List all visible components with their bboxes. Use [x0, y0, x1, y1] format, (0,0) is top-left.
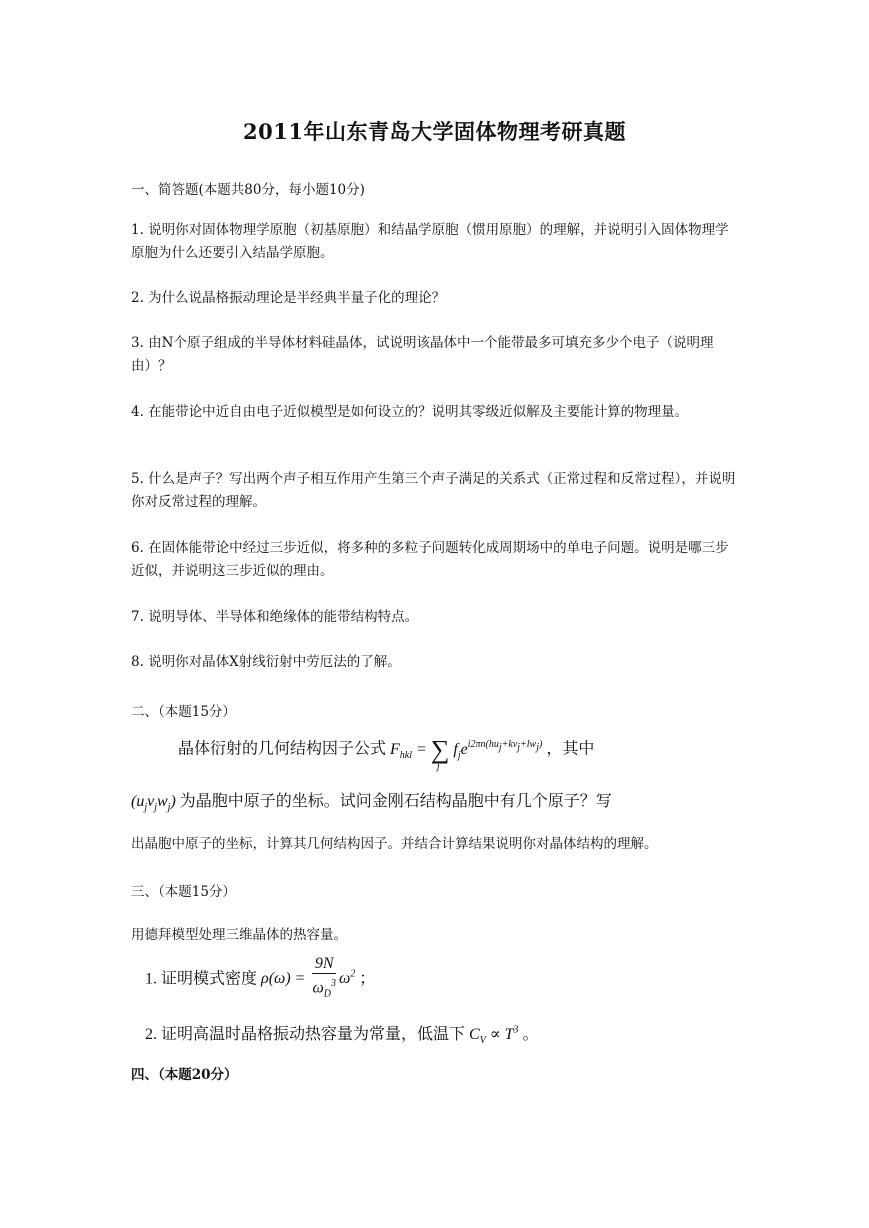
atom-coordinates-text: 为晶胞中原子的坐标。试问金刚石结构晶胞中有几个原子？写	[179, 793, 612, 810]
mode-density-formula: ρ(ω) = $\frac{9N}{\omega_D^3}$ $\omega^2$	[261, 955, 356, 1000]
mode-density-line	[145, 955, 375, 1005]
structure-factor-line	[178, 735, 595, 772]
section2-line3: 出晶胞中原子的坐标，计算其几何结构因子。并结合计算结果说明你对晶体结构的理解。	[131, 836, 658, 852]
question-8: 8. 说明你对晶体X射线衍射中劳厄法的了解。	[131, 654, 401, 670]
atom-coordinates-line	[131, 788, 612, 813]
structure-factor-suffix: ，其中	[546, 740, 595, 758]
section1-header: 一、简答题(本题共80分，每小题10分)	[131, 182, 365, 198]
question-6: 6. 在固体能带论中经过三步近似，将多种的多粒子问题转化成周期场中的单电子问题。说明是哪三步近似，并说明这三步近似的理由。	[131, 540, 729, 579]
section3-header: 三、（本题15分）	[131, 884, 236, 900]
structure-factor-prefix: 晶体衍射的几何结构因子公式	[178, 740, 387, 758]
page-title: 2011年山东青岛大学固体物理考研真题	[243, 119, 626, 144]
question-2: 2. 为什么说晶格振动理论是半经典半量子化的理论？	[131, 290, 446, 306]
heat-capacity-line	[145, 1021, 539, 1046]
structure-factor-formula: $F_{hkl}$ = ∑ j $f_je^{i2\pi n(hu_j+kv_j+lw_j)}$	[390, 735, 543, 772]
heat-capacity-suffix: 。	[522, 1026, 539, 1043]
question-1: 1. 说明你对固体物理学原胞（初基原胞）和结晶学原胞（惯用原胞）的理解，并说明引入固体物理学原胞为什么还要引入结晶学原胞。	[131, 222, 729, 261]
section3-intro: 用德拜模型处理三维晶体的热容量。	[131, 927, 347, 943]
question-7: 7. 说明导体、半导体和绝缘体的能带结构特点。	[131, 609, 419, 625]
question-3: 3. 由N个原子组成的半导体材料硅晶体，试说明该晶体中一个能带最多可填充多少个电子（说明理由）？	[131, 335, 714, 374]
mode-density-prefix: 1. 证明模式密度	[145, 970, 258, 988]
atom-coordinates-formula: $(u_jv_jw_j)$	[131, 793, 176, 814]
section4-header: 四、（本题20分）	[131, 1067, 238, 1083]
question-4: 4. 在能带论中近自由电子近似模型是如何设立的？说明其零级近似解及主要能计算的物理量。	[131, 404, 689, 420]
heat-capacity-formula: $C_V \propto T^3$	[469, 1024, 519, 1047]
mode-density-suffix: ；	[359, 970, 376, 988]
section2-header: 二、（本题15分）	[131, 704, 236, 720]
question-5: 5. 什么是声子？写出两个声子相互作用产生第三个声子满足的关系式（正常过程和反常过程），并说明你对反常过程的理解。	[131, 471, 736, 510]
heat-capacity-prefix: 2. 证明高温时晶格振动热容量为常量，低温下	[145, 1026, 466, 1043]
